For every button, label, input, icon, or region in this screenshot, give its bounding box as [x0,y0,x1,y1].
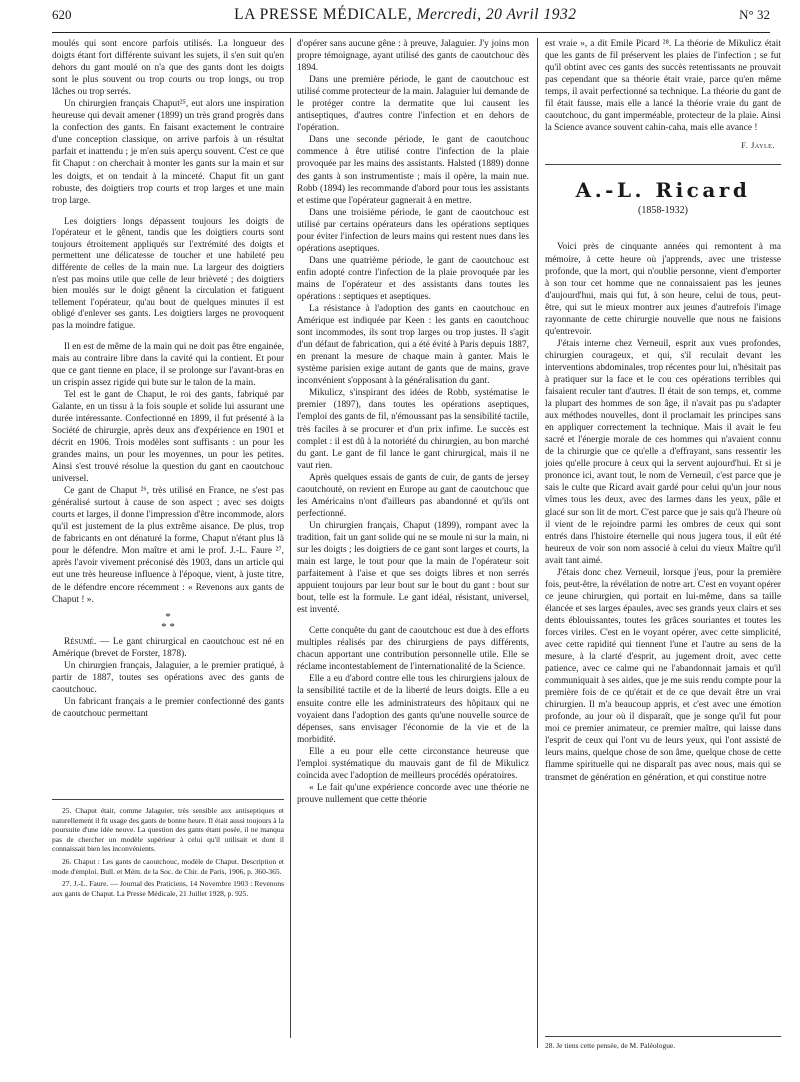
paragraph: Dans une quatrième période, le gant de caoutchouc est enfin adopté contre l'infection de la plaie provoquée par les mains de l'opérateur et des assistants dans toutes les opérations : septiques et aseptiques. [297,255,529,302]
column-rule-1 [290,38,291,1038]
column-2 [297,38,529,1068]
paragraph: Un chirurgien français, Chaput (1899), rompant avec la tradition, fait un gant solide qui ne se moule ni sur la main, ni sur les doigts ; les doigtiers de ce gant sont larges et courts, la main est large, le tout pour que la main de l'opérateur soit parfaitement à l'aise et que ses doigts libres et non serrés appuient toujours par leur bout sur le bout du gant : bout sur bout, telle est la formule. Le gant idéal, résistant, universel, est inventé. [297,520,529,616]
paragraph: Un chirurgien français Chaput²⁵, eut alors une inspiration heureuse qui devait amener (1899) un très grand progrès dans la confection des gants. En faisant exactement le contraire d'une conception classique, on arrive parfois à un résultat parfait et inattendu ; je m'en suis aperçu souvent. C'est ce que fit Chaput : on cherchait à monter les gants sur la main et sur les doigts, et on tendait à la minceté. Chaput fit un gant robuste, des doigtiers trop courts et trop larges et une main trop large. [52,99,284,206]
paragraph: Tel est le gant de Chaput, le roi des gants, fabriqué par Galante, en un tissu à la fois souple et solide lui assurant une durée intéressante. Confectionné en 1899, il fut présenté à la Société de chirurgie, après deux ans d'expérience en 1901 et décrit en 1906. Trois modèles sont suffisants : un pour les grandes mains, un pour les moyennes, un pour les petites. Ainsi s'est trouvé résolue la question du gant en caoutchouc universel. [52,389,284,485]
paragraph: La résistance à l'adoption des gants en caoutchouc en Amérique est indiquée par Keen : les gants en caoutchouc sont incommodes, ils sont trop larges ou trop justes. Il s'agit d'un défaut de fabrication, qui a été évité à Paris depuis 1887, en prenant la mesure de chaque main à ganter. Mais le système parisien exige autant de gants que de mains, grave inconvénient s'opposant à la généralisation du gant. [297,304,529,387]
summary-text: — Le gant chirurgical en caoutchouc est né en Amérique (brevet de Forster, 1878). [52,636,284,659]
column-rule-2 [537,38,538,1048]
paragraph: Cette conquête du gant de caoutchouc est due à des efforts multiples réalisés par des chirurgiens de pays différents, chacun apportant une contribution personnelle utile. Elle se réclame incontestablement de l'internationalité de la Science. [297,626,529,673]
paragraph: d'opérer sans aucune gêne : à preuve, Jalaguier. J'y joins mon propre témoignage, ayant utilisé des gants de caoutchouc dès 1894. [297,39,529,74]
footnote-28: 28. Je tiens cette pensée, de M. Paléologue. [545,1036,781,1051]
column-1 [52,38,284,790]
paragraph: Un fabricant français a le premier confectionné des gants de caoutchouc permettant [52,696,284,719]
column-3 [545,38,781,1073]
paragraph: Les doigtiers longs dépassent toujours les doigts de l'opérateur et le gênent, tandis que les doigtiers courts sont toujours étroitement appliqués sur l'extrémité des doigts et permettent une délicatesse de toucher et une habileté peu différente de celles de la main nue. La largeur des doigtiers n'est pas moins utile que celle de leur brièveté ; des doigtiers bien moulés sur le doigt gênent la circulation et fatiguent tellement l'opérateur, qu'au bout de quelques minutes il est obligé d'enlever ses gants. Les doigtiers larges ne provoquent pas la moindre fatigue. [52,215,284,330]
journal-name: LA PRESSE MÉDICALE, [234,6,413,23]
journal-masthead [234,6,576,24]
section-divider [545,164,781,165]
page-number: 620 [52,7,72,22]
paragraph: J'étais interne chez Verneuil, esprit aux vues profondes, chirurgien courageux, et qui, s'il reculait devant les interventions abdominales, trop récentes pour lui, n'hésitait pas à pratiquer sur la face et le cou ces opérations terribles qui faisaient reculer tant d'autres. Il était de son temps, et, comme la plupart des hommes de son âge, il n'avait pas pu s'adapter aux méthodes nouvelles, dont il proclamait les principes sans en appliquer correctement la technique. Mais il avait le feu sacré et l'énergie morale de ces hommes qui n'avaient connu de la chirurgie que ce qu'elle a d'effrayant, sans ressentir les joies qu'elle procure à ceux qui la servent aujourd'hui. Et si je prononce ici, avant tout, le nom de Verneuil, c'est parce que je sais le culte que Ricard avait gardé pour celui qu'un jour nous vîmes tous les deux, avec des larmes dans les yeux, pâle et glacé sur son lit de mort. C'est parce que je sais qu'à l'heure où il vient de le rejoindre parmi les ombres de ceux qui sont entrés dans l'histoire éternelle qui nous jugera tous, il eût été heureux de voir son nom associé à celui du vieux Maître qu'il avait tant aimé. [545,338,781,566]
paragraph: Elle a eu d'abord contre elle tous les chirurgiens jaloux de la sensibilité tactile et de la liberté de leurs doigts. Elle a eu ensuite contre elle les administrateurs des hôpitaux qui ne voyaient dans l'adoption des gants qu'une nouvelle source de dépenses, sans envisager l'économie de la vie et de la morbidité. [297,674,529,745]
footnote-25: 25. Chaput était, comme Jalaguier, très sensible aux antiseptiques et naturellement il fit usage des gants de bonne heure. Il était aussi toujours à la poursuite d'une idée neuve. La question des gants étant posée, il ne manqua pas de chercher un modèle supérieur à celui qu'il utilisait et dont il connaissait bien les inconvénients. [52,806,284,854]
paragraph: Un chirurgien français, Jalaguier, a le premier pratiqué, à partir de 1887, toutes ses opérations avec des gants de caoutchouc. [52,660,284,695]
paragraph: Voici près de cinquante années qui remontent à ma mémoire, à cette heure où j'apprends, avec une tristesse profonde, que la mort, qui n'oublie personne, vient d'emporter à son tour cet homme que ne connaissaient pas les jeunes d'aujourd'hui, mais qui fut, à son heure, celui de tous, peut-être, qui sut le mieux montrer aux jeunes d'autrefois l'image rayonnante de cette chirurgie nouvelle que nous ne faisions qu'entrevoir. [545,242,781,337]
paragraph: est vraie », a dit Emile Picard ²⁸. La théorie de Mikulicz était que les gants de fil préservent les plaies de l'infection ; se fut qu'il obtint avec ces gants des succès retentissants ne prouvait pas cependant que sa théorie était vraie, parce qu'en même temps, il avait perfectionné sa technique. La théorie du gant de fil était fausse, mais elle a lancé la théorie vraie du gant de caoutchouc, du gant imperméable, protecteur de la plaie. Ainsi la Science avance souvent cahin-caha, mais elle avance ! [545,39,781,134]
paragraph: Elle a eu pour elle cette circonstance heureuse que l'emploi systématique du mauvais gant de fil de Mikulicz coïncida avec l'adoption de meilleurs procédés opératoires. [297,746,529,781]
summary-paragraph [52,636,284,660]
paragraph: Mikulicz, s'inspirant des idées de Robb, systématise le premier (1897), dans toutes les opérations aseptiques, l'emploi des gants de fil, n'émoussant pas la sensibilité tactile, très faciles à se procurer et d'un prix infime. Le succès est complet : il est dû à la notoriété du chirurgien, au bon marché du gant. Le gant de fil lance le gant chirurgical, mais il ne vaut rien. [297,388,529,471]
paragraph: Après quelques essais de gants de cuir, de gants de jersey caoutchouté, on revient en Europe au gant de caoutchouc que les Américains n'ont d'ailleurs pas abandonné et qu'ils ont perfectionné. [297,472,529,519]
paragraph: moulés qui sont encore parfois utilisés. La longueur des doigts étant fort différente suivant les sujets, il s'en suit qu'en dehors du gant moulé on n'a que des gants dont les doigts sont le plus souvent ou trop courts ou trop longs, ou trop lâches ou trop serrés. [52,39,284,98]
paragraph: Ce gant de Chaput ²⁶, très utilisé en France, ne s'est pas généralisé surtout à cause de son aspect ; avec ses doigts courts et larges, il donne l'impression d'être incommode, alors qu'il est justement de la plus extrême aisance. De plus, trop de fabricants en ont dénaturé la forme, Chaput n'étant plus là pour le défendre. Mon maître et ami le prof. J.-L. Faure ²⁷, après l'avoir vivement préconisé dès 1903, dans un article qui eut une très heureuse influence à l'époque, vient, à juste titre, de le défendre encore récemment : « Revenons aux gants de Chaput ! ». [52,486,284,605]
author-signature: F. Jayle. [741,140,775,151]
paragraph: Il en est de même de la main qui ne doit pas être engainée, mais au contraire libre dans la cavité qui la contient. Et pour que ce gant tienne en place, il se prolonge sur l'avant-bras en un crispin assez rigide qui bute sur le talon de la main. [52,341,284,388]
paragraph: Dans une troisième période, le gant de caoutchouc est utilisé par certains opérateurs dans les opérations septiques pour éviter l'infection de leurs mains qui restent nues dans les opérations aseptiques. [297,207,529,254]
paragraph: Dans une seconde période, le gant de caoutchouc commence à être utilisé contre l'infection de la plaie provoquée par les mains des assistants. Halsted (1889) donne des gants à son instrumentiste ; mais il opère, la main nue. Robb (1894) les recommande d'abord pour tous les assistants et estime que l'opérateur gagnerait à en mettre. [297,135,529,206]
summary-label: Résumé. [64,636,97,647]
paragraph: Dans une première période, le gant de caoutchouc est utilisé comme protecteur de la main. Jalaguier lui demande de le protéger contre la dermatite que lui causent les antiseptiques, d'autres contre l'infection et en dehors de l'opération. [297,75,529,134]
obituary-dates: (1858-1932) [638,205,688,217]
issue-date: Mercredi, 20 Avril 1932 [416,6,577,23]
footnote-26: 26. Chaput : Les gants de caoutchouc, modèle de Chaput. Description et mode d'emploi. Bull. et Mém. de la Soc. de Chir. de Paris, 1906, p. 360-365. [52,856,284,876]
section-separator-stars: * * * [161,610,175,633]
footnote-27: 27. J.-L. Faure. — Journal des Praticiens, 14 Novembre 1903 : Revenons aux gants de Chaput. La Presse Médicale, 21 Juillet 1928, p. 925. [52,879,284,898]
footnotes [52,799,284,901]
running-header [52,6,770,33]
issue-number: N° 32 [739,7,770,22]
paragraph: « Le fait qu'une expérience concorde avec une théorie ne prouve nullement que cette théorie [297,782,529,805]
obituary-title: A.-L. Ricard [575,178,751,203]
paragraph: J'étais donc chez Verneuil, lorsque j'eus, pour la première fois, peut-être, la révélation de notre art. C'est en voyant opérer ce jeune chirurgien, qui portait en lui-même, dans sa taille élancée et ses larges épaules, avec ses grands yeux clairs et ses dents éblouissantes, toutes les grâces souriantes et toutes les forces viriles. C'est en le voyant opérer, avec cette simplicité, avec cette rapidité qui tiennent l'une et l'autre au sens de la mesure, à la clarté d'esprit, au jugement droit, avec cette patience, avec ce calme qui ne l'abandonnait jamais et qu'il communiquait à ses aides, que je me suis rendu compte pour la première fois de ce qu'était et de ce que devait être un vrai chirurgien. Il m'a beaucoup appris, et c'est avec une émotion profonde, au jour où il disparaît, que je songe qu'il fut pour moi ce premier animateur, ce premier maître, qui laisse dans l'esprit de ceux qui l'ont vu de leurs yeux, qui l'ont assisté de leurs mains, quelque chose de son âme, quelque chose de cette flamme spirituelle qui ne disparaît pas avec nous, mais qui se transmet de génération en génération, et qui constitue notre [545,567,781,783]
